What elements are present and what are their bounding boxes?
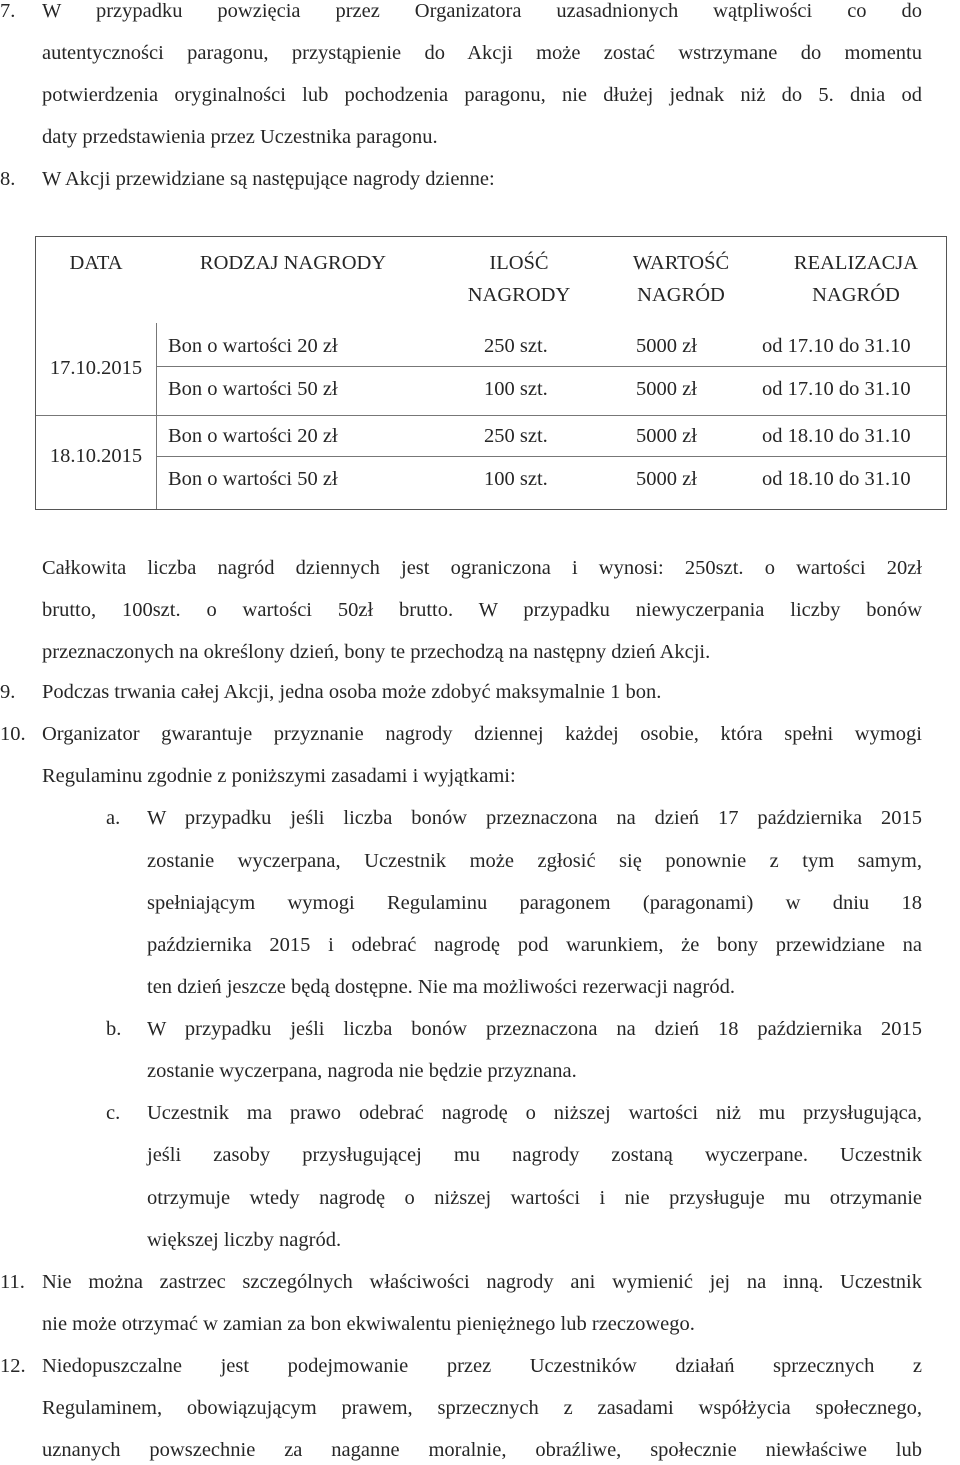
paragraph-7-line-1 — [0, 0, 960, 26]
item-a-line-2 — [0, 846, 960, 876]
paragraph-7-number: 7. — [0, 0, 16, 22]
header-realization — [766, 247, 946, 311]
item-text: jeśli zasoby przysługującej mu nagrody zostaną wyczerpane. Uczestnik — [147, 1144, 922, 1166]
item-text: spełniającym wymogi Regulaminu paragonem (paragonami) w dniu 18 — [147, 892, 922, 914]
prize-qty: 100 szt. — [484, 378, 548, 400]
item-b-line-2 — [0, 1056, 960, 1086]
paragraph-9-text: Podczas trwania całej Akcji, jedna osoba może zdobyć maksymalnie 1 bon. — [42, 681, 662, 703]
prize-realization: od 17.10 do 31.10 — [762, 378, 911, 400]
paragraph-11-text: nie może otrzymać w zamian za bon ekwiwalentu pieniężnego lub rzeczowego. — [42, 1313, 695, 1335]
paragraph-11-number: 11. — [0, 1271, 25, 1293]
item-letter: c. — [106, 1102, 121, 1124]
item-c-line-3 — [0, 1183, 960, 1213]
prize-type: Bon o wartości 50 zł — [168, 468, 338, 490]
prize-type: Bon o wartości 50 zł — [168, 378, 338, 400]
header-type: RODZAJ NAGRODY — [199, 252, 387, 274]
prize-qty: 250 szt. — [484, 335, 548, 357]
paragraph-12-text: Regulaminem, obowiązującym prawem, sprzecznych z zasadami współżycia społecznego, — [42, 1397, 922, 1419]
paragraph-10-text: Organizator gwarantuje przyznanie nagrody dziennej każdej osobie, która spełni wymogi — [42, 723, 922, 745]
paragraph-7-text: potwierdzenia oryginalności lub pochodzenia paragonu, nie dłużej jednak niż do 5. dnia od — [42, 84, 922, 106]
group-date: 17.10.2015 — [49, 357, 143, 379]
prize-qty: 100 szt. — [484, 468, 548, 490]
prize-type: Bon o wartości 20 zł — [168, 335, 338, 357]
header-value — [596, 247, 766, 311]
paragraph-12-line-3 — [0, 1435, 960, 1465]
header-qty-line-1: ILOŚĆ — [489, 252, 549, 274]
item-letter: a. — [106, 807, 121, 829]
prize-realization: od 17.10 do 31.10 — [762, 335, 911, 357]
paragraph-10-line-1 — [0, 719, 960, 749]
item-text: zostanie wyczerpana, Uczestnik może zgłosić się ponownie z tym samym, — [147, 850, 922, 872]
prize-type: Bon o wartości 20 zł — [168, 425, 338, 447]
paragraph-7-line-3 — [0, 80, 960, 110]
item-text: ten dzień jeszcze będą dostępne. Nie ma możliwości rezerwacji nagród. — [147, 976, 735, 998]
prize-qty: 250 szt. — [484, 425, 548, 447]
prize-value: 5000 zł — [636, 335, 697, 357]
prize-value: 5000 zł — [636, 425, 697, 447]
item-a-line-1 — [0, 803, 960, 833]
paragraph-7-line-2 — [0, 38, 960, 68]
item-c-line-2 — [0, 1140, 960, 1170]
paragraph-7-text: autentyczności paragonu, przystąpienie do Akcji może zostać wstrzymane do momentu — [42, 42, 922, 64]
header-qty — [444, 247, 594, 311]
paragraph-12-line-2 — [0, 1393, 960, 1423]
item-text: większej liczby nagród. — [147, 1229, 342, 1251]
item-text: W przypadku jeśli liczba bonów przeznaczona na dzień 17 października 2015 — [147, 807, 922, 829]
paragraph-9-number: 9. — [0, 681, 16, 703]
item-text: zostanie wyczerpana, nagroda nie będzie przyznana. — [147, 1060, 577, 1082]
header-value-line-2: NAGRÓD — [637, 284, 725, 306]
group-divider — [36, 415, 946, 416]
paragraph-8-text: W Akcji przewidziane są następujące nagrody dzienne: — [42, 168, 495, 190]
summary-line-1 — [0, 553, 960, 583]
paragraph-9 — [0, 677, 960, 707]
paragraph-7-text: daty przedstawienia przez Uczestnika paragonu. — [42, 126, 438, 148]
header-qty-line-2: NAGRODY — [467, 284, 571, 306]
paragraph-10-text: Regulaminu zgodnie z poniższymi zasadami i wyjątkami: — [42, 765, 516, 787]
header-value-line-1: WARTOŚĆ — [632, 252, 730, 274]
item-text: Uczestnik ma prawo odebrać nagrodę o niższej wartości niż mu przysługująca, — [147, 1102, 922, 1124]
item-c-line-4 — [0, 1225, 960, 1255]
item-letter: b. — [106, 1018, 122, 1040]
paragraph-12-line-1 — [0, 1351, 960, 1381]
prize-value: 5000 zł — [636, 378, 697, 400]
prize-table — [35, 236, 947, 510]
row-divider — [156, 456, 946, 457]
item-a-line-4 — [0, 930, 960, 960]
prize-realization: od 18.10 do 31.10 — [762, 468, 911, 490]
paragraph-8-number: 8. — [0, 168, 16, 190]
item-text: października 2015 i odebrać nagrodę pod warunkiem, że bony przewidziane na — [147, 934, 922, 956]
header-date: DATA — [69, 252, 123, 274]
item-text: W przypadku jeśli liczba bonów przeznaczona na dzień 18 października 2015 — [147, 1018, 922, 1040]
paragraph-11-line-1 — [0, 1267, 960, 1297]
group-date: 18.10.2015 — [49, 445, 143, 467]
item-a-line-3 — [0, 888, 960, 918]
paragraph-7-line-4 — [0, 122, 960, 152]
paragraph-10-number: 10. — [0, 723, 26, 745]
paragraph-11-text: Nie można zastrzec szczególnych właściwości nagrody ani wymienić jej na inną. Uczestnik — [42, 1271, 922, 1293]
summary-text: brutto, 100szt. o wartości 50zł brutto. W przypadku niewyczerpania liczby bonów — [42, 599, 922, 621]
summary-line-3 — [0, 637, 960, 667]
paragraph-8 — [0, 164, 960, 194]
header-realization-line-2: NAGRÓD — [812, 284, 900, 306]
item-a-line-5 — [0, 972, 960, 1002]
prize-value: 5000 zł — [636, 468, 697, 490]
paragraph-10-line-2 — [0, 761, 960, 791]
item-c-line-1 — [0, 1098, 960, 1128]
header-realization-line-1: REALIZACJA — [793, 252, 919, 274]
paragraph-12-text: uznanych powszechnie za naganne moralnie, obraźliwe, społecznie niewłaściwe lub — [42, 1439, 922, 1461]
item-b-line-1 — [0, 1014, 960, 1044]
prize-realization: od 18.10 do 31.10 — [762, 425, 911, 447]
paragraph-12-text: Niedopuszczalne jest podejmowanie przez Uczestników działań sprzecznych z — [42, 1355, 922, 1377]
summary-text: Całkowita liczba nagród dziennych jest ograniczona i wynosi: 250szt. o wartości 20zł — [42, 557, 922, 579]
paragraph-11-line-2 — [0, 1309, 960, 1339]
paragraph-12-number: 12. — [0, 1355, 26, 1377]
date-column-divider — [156, 323, 157, 509]
summary-line-2 — [0, 595, 960, 625]
item-text: otrzymuje wtedy nagrodę o niższej wartości i nie przysługuje mu otrzymanie — [147, 1187, 922, 1209]
summary-text: przeznaczonych na określony dzień, bony te przechodzą na następny dzień Akcji. — [42, 641, 711, 663]
row-divider — [156, 366, 946, 367]
paragraph-7-text: W przypadku powzięcia przez Organizatora uzasadnionych wątpliwości co do — [42, 0, 922, 22]
